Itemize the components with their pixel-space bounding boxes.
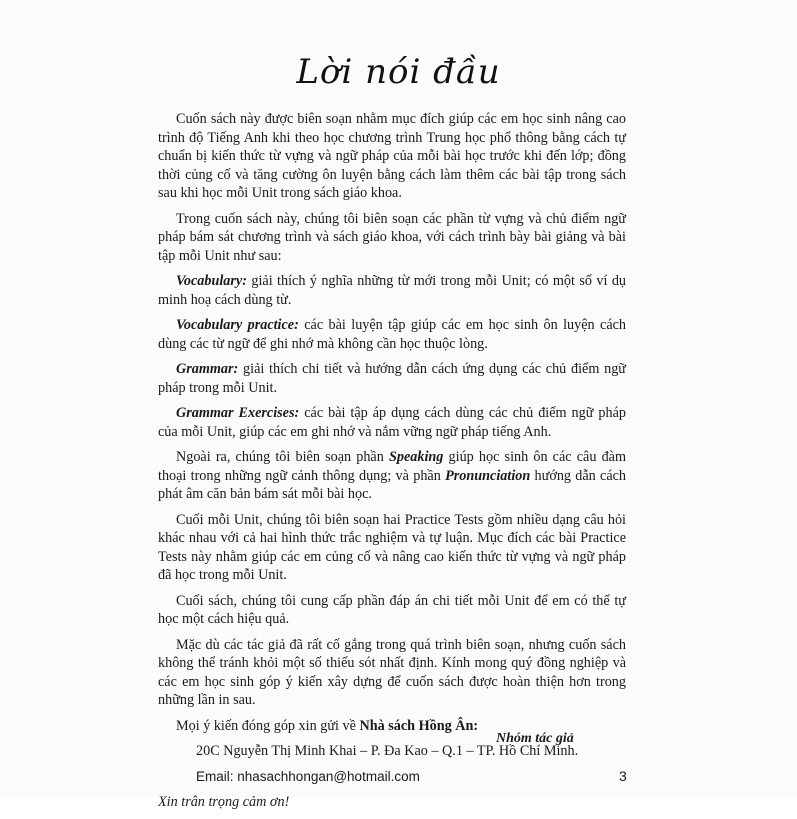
preface-body	[158, 110, 626, 819]
section-desc: các bài luyện tập giúp các em học sinh ôn luyện cách dùng các từ ngữ để ghi nhớ mà không cần học thuộc lòng.	[158, 317, 627, 352]
contact-suffix: :	[473, 717, 479, 734]
extra-part2: giúp học sinh ôn các câu đàm thoại trong những ngữ cảnh thông dụng; và phần	[158, 449, 626, 484]
page-number: 3	[619, 768, 627, 784]
extra-paragraph	[158, 448, 626, 504]
section-vocabulary-practice	[158, 316, 626, 353]
section-term: Vocabulary practice:	[176, 317, 299, 333]
apology-paragraph: Mặc dù các tác giả đã rất cố gắng trong quá trình biên soạn, nhưng cuốn sách không thể tránh khỏi một số thiếu sót nhất định. Kính mong quý đồng nghiệp và các em học sinh góp ý kiến xây dựng để cuốn sách được hoàn thiện hơn trong những lần in sau.	[158, 636, 626, 708]
contact-email: Email: nhasachhongan@hotmail.com	[196, 768, 420, 784]
page-title: Lời nói đầu	[296, 52, 501, 92]
publisher-name: Nhà sách Hồng Ân	[359, 717, 474, 734]
contact-prefix: Mọi ý kiến đóng góp xin gửi về	[176, 717, 356, 734]
section-term: Vocabulary:	[176, 273, 247, 289]
section-term: Grammar:	[176, 361, 239, 377]
speaking-term: Speaking	[388, 449, 444, 465]
section-vocabulary	[158, 272, 626, 309]
section-term: Grammar Exercises:	[176, 405, 300, 421]
extra-part1: Ngoài ra, chúng tôi biên soạn phần	[176, 449, 384, 465]
section-grammar	[158, 360, 626, 397]
section-grammar-exercises	[158, 404, 626, 441]
extra-part3: hướng dẫn cách phát âm căn bản bám sát mỗi bài học.	[158, 467, 627, 502]
section-desc: các bài tập áp dụng cách dùng các chủ điểm ngữ pháp của mỗi Unit, giúp các em ghi nhớ và nắm vững ngữ pháp tiếng Anh.	[158, 405, 626, 440]
pronunciation-term: Pronunciation	[445, 467, 531, 484]
structure-paragraph: Trong cuốn sách này, chúng tôi biên soạn các phần từ vựng và chủ điểm ngữ pháp bám sát chương trình và sách giáo khoa, với cách trình bày bài giảng và bài tập mỗi Unit như sau:	[158, 210, 626, 264]
signature: Nhóm tác giả	[496, 731, 574, 746]
contact-address: 20C Nguyễn Thị Minh Khai – P. Đa Kao – Q.1 – TP. Hồ Chí Minh.	[196, 743, 579, 759]
section-desc: giải thích ý nghĩa những từ mới trong mỗi Unit; có một số ví dụ minh hoạ cách dùng từ.	[158, 273, 627, 308]
thanks-line: Xin trân trọng cảm ơn!	[158, 794, 290, 810]
section-desc: giải thích chi tiết và hướng dẫn cách ứng dụng các chủ điểm ngữ pháp trong mỗi Unit.	[158, 361, 626, 396]
answers-paragraph: Cuối sách, chúng tôi cung cấp phần đáp án chi tiết mỗi Unit để em có thể tự học một cách hiệu quả.	[158, 592, 626, 627]
practice-tests-paragraph: Cuối mỗi Unit, chúng tôi biên soạn hai Practice Tests gồm nhiều dạng câu hỏi khác nhau với cả hai hình thức trắc nghiệm và tự luận. Mục đích các bài Practice Tests này nhằm giúp các em củng cố và nâng cao kiến thức từ vựng và ngữ pháp đã học trong mỗi Unit.	[158, 511, 626, 583]
intro-paragraph: Cuốn sách này được biên soạn nhằm mục đích giúp các em học sinh nâng cao trình độ Tiếng Anh khi theo học chương trình Trung học phổ thông bằng cách tự chuẩn bị kiến thức từ vựng và ngữ pháp của mỗi bài học trước khi đến lớp; đồng thời củng cố và tăng cường ôn luyện bằng cách làm thêm các bài tập trong sách sau khi học mỗi Unit trong sách giáo khoa.	[158, 111, 626, 201]
